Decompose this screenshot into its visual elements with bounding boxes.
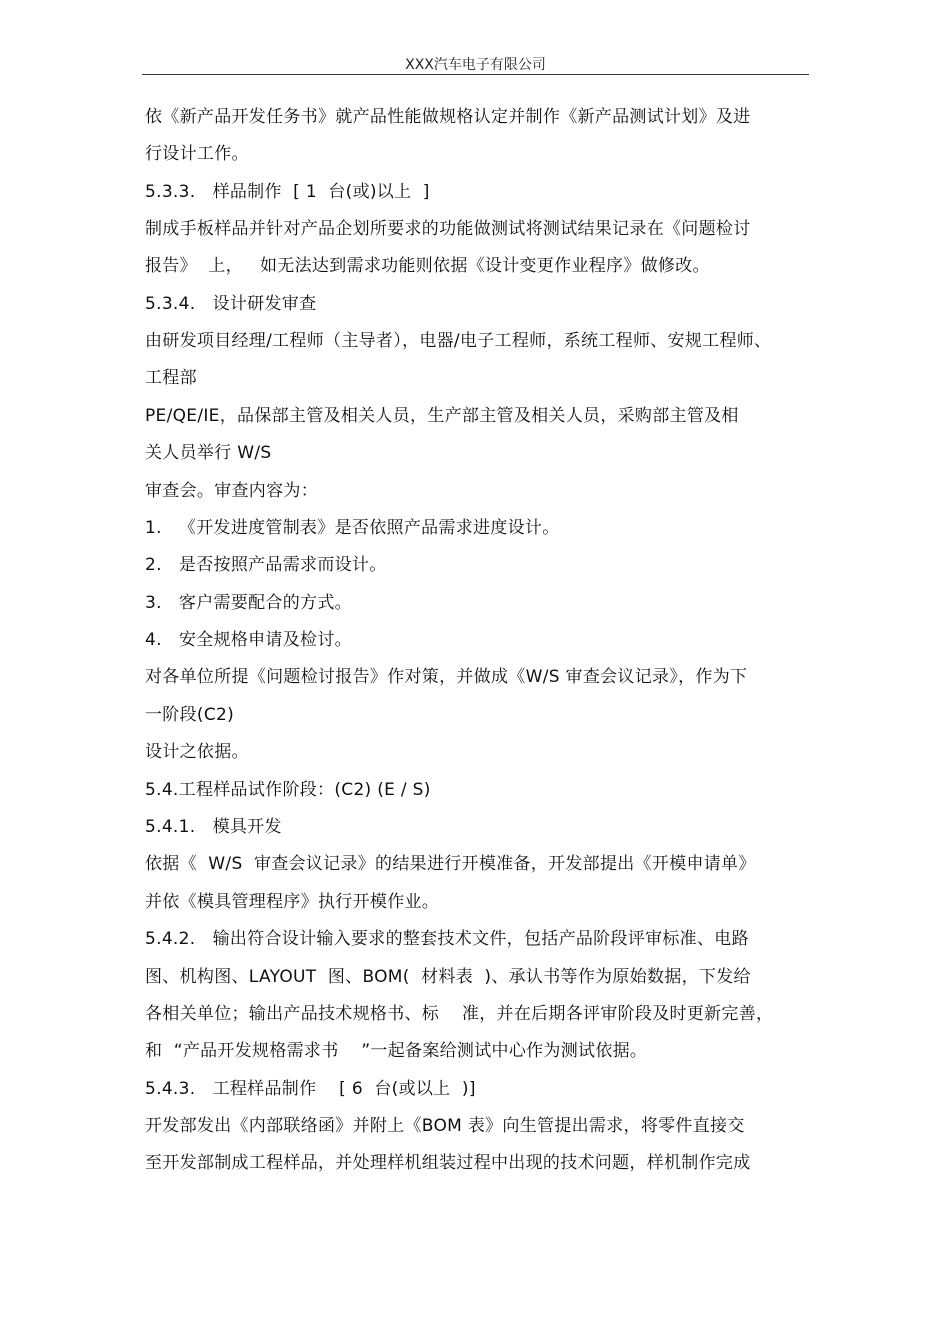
body-line: 图、机构图、LAYOUT 图、BOM( 材料表 )、承认书等作为原始数据，下发给 xyxy=(145,967,751,987)
body-line: 各相关单位；输出产品技术规格书、标 准，并在后期各评审阶段及时更新完善， xyxy=(145,1004,774,1024)
header-rule xyxy=(142,74,809,75)
body-line: 依据《 W/S 审查会议记录》的结果进行开模准备，开发部提出《开模申请单》 xyxy=(145,854,756,874)
body-line: 对各单位所提《问题检讨报告》作对策，并做成《W/S 审查会议记录》，作为下 xyxy=(145,667,748,687)
list-item: 1. 《开发进度管制表》是否依照产品需求进度设计。 xyxy=(145,518,560,538)
body-line: 设计之依据。 xyxy=(145,742,249,762)
body-line: 关人员举行 W/S xyxy=(145,443,272,463)
page-header-company: XXX汽车电子有限公司 xyxy=(405,57,546,73)
section-heading-5-4: 5.4.工程样品试作阶段：(C2) (E / S) xyxy=(145,780,431,800)
body-line: 行设计工作。 xyxy=(145,144,249,164)
section-heading-5-4-2: 5.4.2. 输出符合设计输入要求的整套技术文件，包括产品阶段评审标准、电路 xyxy=(145,929,749,949)
body-line: 一阶段(C2) xyxy=(145,705,235,725)
section-heading-5-4-3: 5.4.3. 工程样品制作 [ 6 台(或以上 )] xyxy=(145,1079,476,1099)
body-line: 由研发项目经理/工程师（主导者），电器/电子工程师，系统工程师、安规工程师、 xyxy=(145,331,772,351)
body-line: 制成手板样品并针对产品企划所要求的功能做测试将测试结果记录在《问题检讨 xyxy=(145,219,751,239)
section-heading-5-3-3: 5.3.3. 样品制作 [ 1 台(或)以上 ] xyxy=(145,182,430,202)
body-line: 至开发部制成工程样品，并处理样机组装过程中出现的技术问题，样机制作完成 xyxy=(145,1153,751,1173)
body-line: 工程部 xyxy=(145,368,197,388)
list-item: 2. 是否按照产品需求而设计。 xyxy=(145,555,387,575)
body-line: 并依《模具管理程序》执行开模作业。 xyxy=(145,892,440,912)
section-heading-5-3-4: 5.3.4. 设计研发审查 xyxy=(145,294,317,314)
section-heading-5-4-1: 5.4.1. 模具开发 xyxy=(145,817,282,837)
body-line: 依《新产品开发任务书》就产品性能做规格认定并制作《新产品测试计划》及进 xyxy=(145,107,751,127)
body-line: 报告》 上， 如无法达到需求功能则依据《设计变更作业程序》做修改。 xyxy=(145,256,710,276)
body-line: 和 “产品开发规格需求书 ”一起备案给测试中心作为测试依据。 xyxy=(145,1041,648,1061)
body-line: 审查会。审查内容为： xyxy=(145,481,318,501)
body-line: PE/QE/IE，品保部主管及相关人员，生产部主管及相关人员，采购部主管及相 xyxy=(145,406,739,426)
list-item: 4. 安全规格申请及检讨。 xyxy=(145,630,352,650)
body-line: 开发部发出《内部联络函》并附上《BOM 表》向生管提出需求，将零件直接交 xyxy=(145,1116,745,1136)
list-item: 3. 客户需要配合的方式。 xyxy=(145,593,352,613)
